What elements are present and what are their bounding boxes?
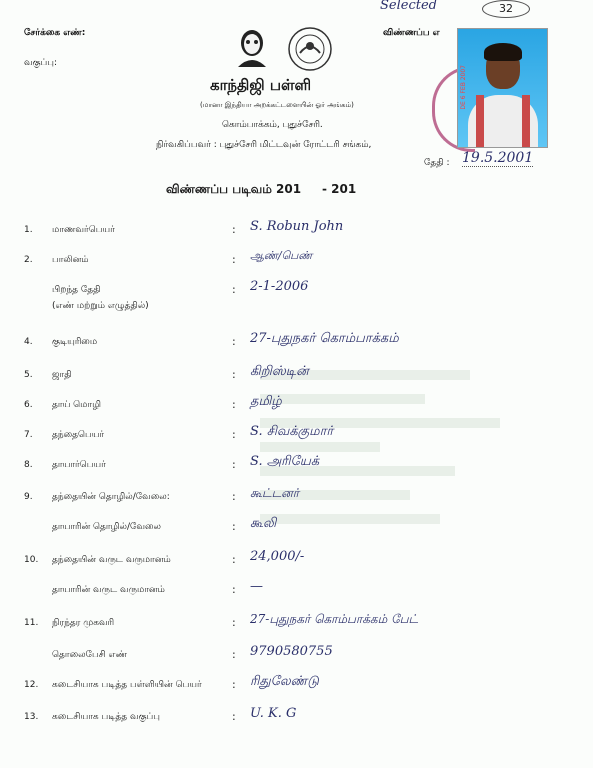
school-emblem-icon — [287, 26, 333, 72]
field-label: தந்தையின் வருட வருமானம் — [52, 555, 171, 565]
field-value: கூலி — [250, 516, 277, 531]
serial-number-circle: 32 — [482, 0, 530, 18]
field-colon: : — [232, 648, 236, 661]
row-number: 7. — [24, 430, 33, 440]
field-value: ஆண்/பெண் — [250, 249, 313, 262]
field-label: கடைசியாக படித்த வகுப்பு — [52, 712, 160, 722]
row-number: 8. — [24, 460, 33, 470]
field-value: 9790580755 — [250, 644, 333, 659]
school-name: காந்திஜி பள்ளி — [210, 76, 312, 94]
field-value: S. Robun John — [250, 219, 344, 234]
show-through-text — [260, 370, 560, 590]
row-number: 6. — [24, 400, 33, 410]
field-colon: : — [232, 490, 236, 503]
field-value: — — [250, 579, 263, 594]
field-colon: : — [232, 283, 236, 296]
field-value: தமிழ் — [250, 394, 282, 409]
field-colon: : — [232, 678, 236, 691]
row-number: 12. — [24, 680, 39, 690]
field-value: S. அரியேக் — [250, 454, 320, 469]
field-label: ஜாதி — [52, 370, 72, 380]
form-title: விண்ணப்ப படிவம் 201 - 201 — [166, 182, 357, 196]
date-value: 19.5.2001 — [462, 150, 534, 166]
field-label: தொலைபேசி எண் — [52, 650, 128, 660]
admission-number-label: சேர்க்கை எண்: — [24, 28, 86, 38]
field-value: S. சிவக்குமார் — [250, 424, 334, 439]
field-label: நிரந்தர முகவரி — [52, 618, 115, 628]
field-label: தாயார்பெயர் — [52, 460, 106, 470]
field-value: கிறிஸ்டின் — [250, 364, 309, 379]
field-colon: : — [232, 368, 236, 381]
field-value: 27-புதுநகர் கொம்பாக்கம் — [250, 331, 399, 346]
field-label: தந்தைபெயர் — [52, 430, 105, 440]
field-label-note: (எண் மற்றும் எழுத்தில்) — [52, 301, 149, 311]
selected-note: Selected — [380, 0, 437, 13]
row-number: 1. — [24, 225, 33, 235]
field-colon: : — [232, 253, 236, 266]
field-colon: : — [232, 520, 236, 533]
field-colon: : — [232, 458, 236, 471]
field-value: 27-புதுநகர் கொம்பாக்கம் பேட் — [250, 612, 419, 626]
field-label: பாலினம் — [52, 255, 89, 265]
field-value: ரிதுலேண்டு — [250, 674, 319, 689]
photo-date-stamp: DE 6 FEB 2007 — [460, 65, 467, 110]
field-colon: : — [232, 398, 236, 411]
field-value: U. K. G — [250, 706, 297, 721]
student-photo — [457, 28, 548, 148]
field-colon: : — [232, 583, 236, 596]
row-number: 11. — [24, 618, 39, 628]
gandhi-portrait-icon — [232, 27, 272, 69]
school-address: கொம்பாக்கம், புதுச்சேரி. — [222, 120, 323, 130]
field-colon: : — [232, 553, 236, 566]
field-colon: : — [232, 616, 236, 629]
field-colon: : — [232, 710, 236, 723]
row-number: 2. — [24, 255, 33, 265]
field-colon: : — [232, 428, 236, 441]
field-colon: : — [232, 223, 236, 236]
row-number: 4. — [24, 337, 33, 347]
school-subtitle: (மானா இந்தியா அறக்கட்டளையின் ஓர் அங்கம்) — [200, 101, 354, 109]
row-number: 5. — [24, 370, 33, 380]
row-number: 10. — [24, 555, 39, 565]
field-label: தாயாரின் வருட வருமானம் — [52, 585, 165, 595]
row-number: 13. — [24, 712, 39, 722]
field-label: தந்தையின் தொழில்/வேலை: — [52, 492, 170, 502]
application-number-label: விண்ணப்ப எ — [383, 28, 440, 38]
class-label: வகுப்பு: — [24, 58, 57, 68]
field-value: 24,000/- — [250, 549, 305, 564]
field-label: மாணவர்பெயர் — [52, 225, 115, 235]
administrator-line: நிர்வகிப்பவர் : புதுச்சேரி மிட்டவுன் ரோட்டரி சங்கம், — [156, 140, 372, 150]
date-label: தேதி : — [424, 158, 450, 168]
field-value: கூட்டனர் — [250, 486, 300, 500]
field-label: குடியுரிமை — [52, 337, 98, 347]
field-label: தாய் மொழி — [52, 400, 101, 410]
field-label: பிறந்த தேதி — [52, 285, 101, 295]
field-colon: : — [232, 335, 236, 348]
field-label: தாயாரின் தொழில்/வேலை — [52, 522, 161, 532]
field-label: கடைசியாக படித்த பள்ளியின் பெயர் — [52, 680, 202, 690]
field-value: 2-1-2006 — [250, 279, 309, 294]
row-number: 9. — [24, 492, 33, 502]
